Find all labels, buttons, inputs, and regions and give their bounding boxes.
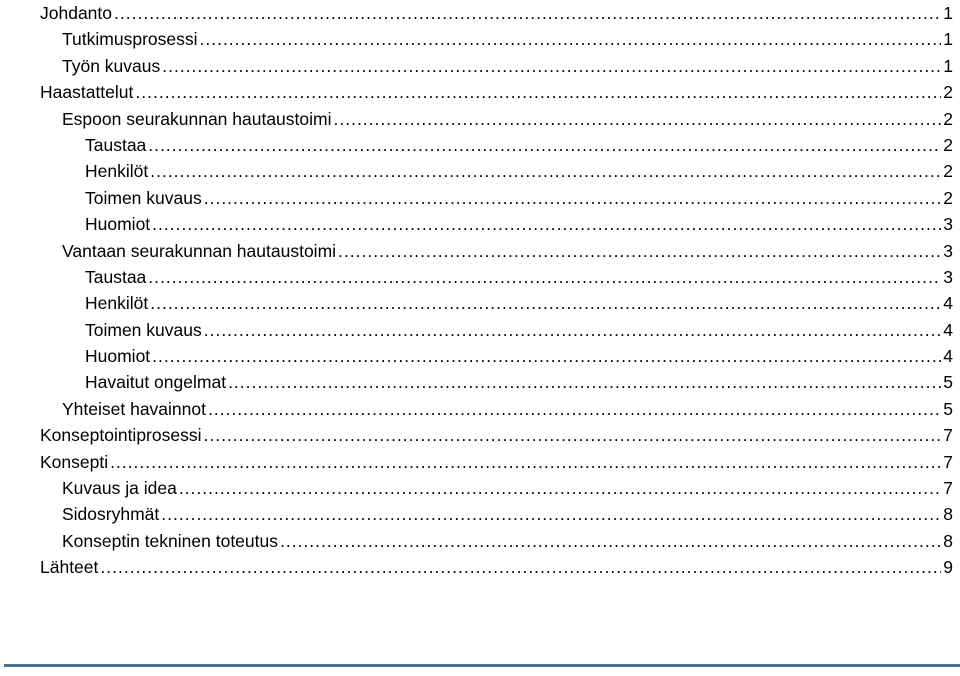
toc-entry[interactable]: [85, 185, 953, 211]
toc-page-number: 2: [943, 82, 953, 103]
toc-page-number: 7: [943, 478, 953, 499]
toc-link[interactable]: [85, 343, 953, 369]
toc-entry[interactable]: [40, 449, 953, 475]
toc-entry[interactable]: [85, 158, 953, 184]
toc-dot-leader: [179, 475, 941, 501]
toc-page-number: 9: [943, 557, 953, 578]
toc-entry-title: Haastattelut: [40, 82, 134, 103]
toc-entry-title: Lähteet: [40, 557, 99, 578]
toc-entry[interactable]: [85, 211, 953, 237]
toc-page-number: 1: [943, 3, 953, 23]
toc-entry[interactable]: [85, 290, 953, 316]
toc-dot-leader: [334, 106, 942, 132]
toc-entry[interactable]: [40, 79, 953, 105]
toc-entry-title: Konsepti: [40, 451, 109, 472]
toc-page-number: 3: [943, 214, 953, 235]
toc-entry[interactable]: [85, 343, 953, 369]
toc-page-number: 1: [943, 29, 953, 50]
toc-page-number: 2: [943, 187, 953, 208]
toc-entry-title: Toimen kuvaus: [85, 187, 202, 208]
toc-link[interactable]: [85, 158, 953, 184]
toc-dot-leader: [148, 264, 941, 290]
toc-entry-title: Taustaa: [85, 266, 147, 287]
toc-link[interactable]: [85, 211, 953, 237]
toc-dot-leader: [161, 501, 941, 527]
toc-dot-leader: [100, 554, 941, 580]
toc-link[interactable]: [62, 475, 953, 501]
toc-entry[interactable]: [62, 26, 953, 52]
toc-page-number: 3: [943, 266, 953, 287]
toc-link[interactable]: [62, 53, 953, 79]
page-bottom-rule: [4, 664, 960, 667]
toc-entry[interactable]: [62, 238, 953, 264]
toc-link[interactable]: [85, 317, 953, 343]
toc-dot-leader: [338, 238, 941, 264]
toc-entry-title: Konseptin tekninen toteutus: [62, 530, 278, 551]
toc-entry[interactable]: [40, 554, 953, 580]
toc-link[interactable]: [62, 396, 953, 422]
toc-entry[interactable]: [62, 53, 953, 79]
toc-entry-title: Henkilöt: [85, 293, 149, 314]
toc-page-number: 7: [943, 451, 953, 472]
toc-page-number: 4: [943, 319, 953, 340]
toc-entry-title: Henkilöt: [85, 161, 149, 182]
toc-entry-title: Toimen kuvaus: [85, 319, 202, 340]
toc-entry[interactable]: [62, 106, 953, 132]
toc-page-number: 2: [943, 108, 953, 129]
toc-page-number: 4: [943, 346, 953, 367]
toc-link[interactable]: [40, 449, 953, 475]
toc-link[interactable]: [85, 264, 953, 290]
toc-entry-title: Huomiot: [85, 346, 151, 367]
toc-entry[interactable]: [62, 475, 953, 501]
toc-dot-leader: [204, 185, 942, 211]
toc-dot-leader: [150, 158, 941, 184]
toc-entry[interactable]: [62, 396, 953, 422]
toc-dot-leader: [114, 0, 941, 26]
toc-page-number: 8: [943, 504, 953, 525]
toc-dot-leader: [208, 396, 941, 422]
toc-entry[interactable]: [85, 264, 953, 290]
toc-link[interactable]: [40, 422, 953, 448]
toc-link[interactable]: [40, 0, 953, 26]
toc-entry[interactable]: [62, 528, 953, 554]
toc-dot-leader: [152, 211, 941, 237]
toc-dot-leader: [135, 79, 941, 105]
toc-link[interactable]: [85, 369, 953, 395]
toc-dot-leader: [110, 449, 941, 475]
toc-dot-leader: [162, 53, 941, 79]
toc-entry[interactable]: [40, 0, 953, 26]
toc-entry[interactable]: [40, 422, 953, 448]
toc-page-number: 2: [943, 161, 953, 182]
toc-dot-leader: [148, 132, 941, 158]
toc-link[interactable]: [62, 26, 953, 52]
toc-entry-title: Johdanto: [40, 3, 113, 23]
toc-page-number: 5: [943, 372, 953, 393]
toc-entry-title: Tutkimusprosessi: [62, 29, 198, 50]
toc-link[interactable]: [85, 290, 953, 316]
toc-entry-title: Havaitut ongelmat: [85, 372, 227, 393]
toc-link[interactable]: [62, 501, 953, 527]
toc-entry[interactable]: [62, 501, 953, 527]
toc-link[interactable]: [40, 554, 953, 580]
toc-entry-title: Huomiot: [85, 214, 151, 235]
toc-entry[interactable]: [85, 132, 953, 158]
toc-page-number: 2: [943, 134, 953, 155]
toc-entry-title: Vantaan seurakunnan hautaustoimi: [62, 240, 337, 261]
toc-entry-title: Yhteiset havainnot: [62, 398, 206, 419]
toc-entry[interactable]: [85, 369, 953, 395]
toc-dot-leader: [280, 528, 941, 554]
toc-link[interactable]: [62, 528, 953, 554]
toc-dot-leader: [204, 317, 942, 343]
toc-entry[interactable]: [85, 317, 953, 343]
toc-page-number: 7: [943, 425, 953, 446]
toc-dot-leader: [152, 343, 941, 369]
toc-link[interactable]: [62, 238, 953, 264]
toc-entry-title: Espoon seurakunnan hautaustoimi: [62, 108, 332, 129]
toc-page-number: 8: [943, 530, 953, 551]
toc-link[interactable]: [40, 79, 953, 105]
toc-dot-leader: [203, 422, 941, 448]
toc-page-number: 5: [943, 398, 953, 419]
toc-entry-title: Sidosryhmät: [62, 504, 160, 525]
toc-dot-leader: [228, 369, 941, 395]
toc-entry-title: Taustaa: [85, 134, 147, 155]
toc-link[interactable]: [85, 185, 953, 211]
toc-page-number: 1: [943, 55, 953, 76]
toc-entry-title: Työn kuvaus: [62, 55, 161, 76]
toc-link[interactable]: [62, 106, 953, 132]
toc-page-number: 3: [943, 240, 953, 261]
toc-entry-title: Kuvaus ja idea: [62, 478, 177, 499]
toc-page-number: 4: [943, 293, 953, 314]
toc-entry-title: Konseptointiprosessi: [40, 425, 202, 446]
toc-link[interactable]: [85, 132, 953, 158]
toc-dot-leader: [150, 290, 941, 316]
toc-dot-leader: [200, 26, 942, 52]
